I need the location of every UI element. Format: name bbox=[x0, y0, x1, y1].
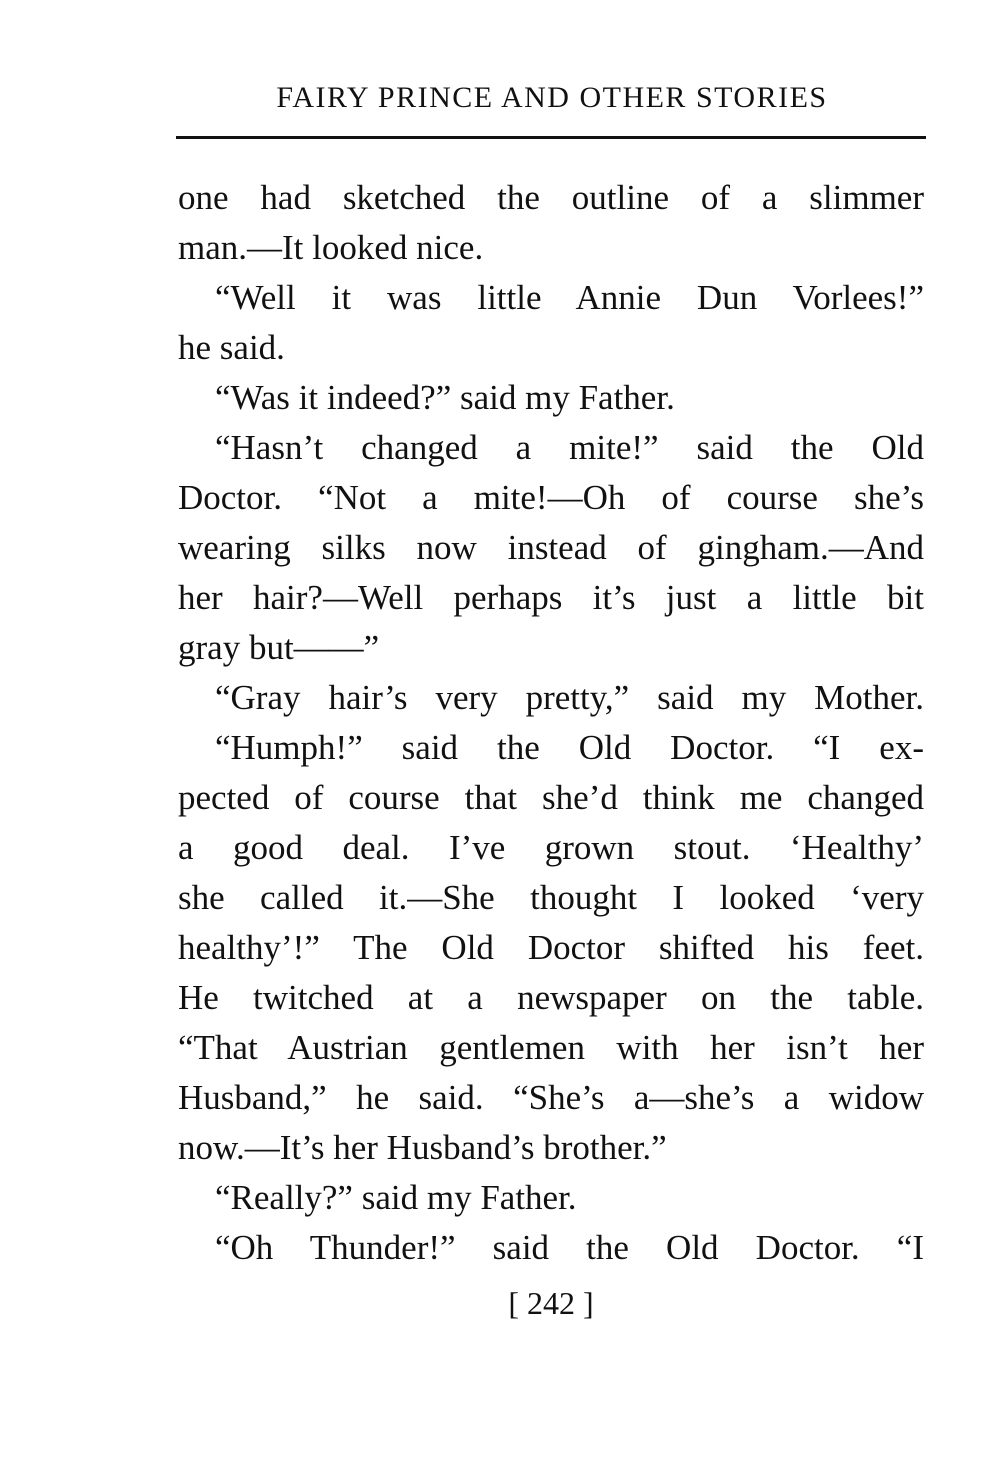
text-line: one had sketched the outline of a slimmer bbox=[178, 178, 924, 217]
running-head: FAIRY PRINCE AND OTHER STORIES bbox=[276, 81, 828, 114]
text-line: she called it.—She thought I looked ‘very bbox=[178, 878, 924, 917]
text-line: he said. bbox=[178, 328, 285, 367]
text-line: now.—It’s her Husband’s brother.” bbox=[178, 1128, 667, 1167]
text-line: “Well it was little Annie Dun Vorlees!” bbox=[215, 278, 924, 317]
header-rule bbox=[176, 136, 926, 139]
text-line: pected of course that she’d think me changed bbox=[178, 778, 924, 817]
text-line: a good deal. I’ve grown stout. ‘Healthy’ bbox=[178, 828, 924, 867]
text-line: “That Austrian gentlemen with her isn’t her bbox=[178, 1028, 924, 1067]
text-line: man.—It looked nice. bbox=[178, 228, 484, 267]
text-line: “Gray hair’s very pretty,” said my Mother. bbox=[215, 678, 924, 717]
text-line: “Humph!” said the Old Doctor. “I ex- bbox=[215, 728, 924, 767]
text-line: Husband,” he said. “She’s a—she’s a widow bbox=[178, 1078, 924, 1117]
page-number: [ 242 ] bbox=[508, 1285, 594, 1321]
body-text bbox=[178, 173, 924, 1273]
text-line: “Was it indeed?” said my Father. bbox=[215, 378, 675, 417]
text-line: her hair?—Well perhaps it’s just a little bit bbox=[178, 578, 924, 617]
text-line: “Oh Thunder!” said the Old Doctor. “I bbox=[215, 1228, 924, 1267]
text-line: Doctor. “Not a mite!—Oh of course she’s bbox=[178, 478, 924, 517]
text-line: wearing silks now instead of gingham.—And bbox=[178, 528, 924, 567]
text-line: He twitched at a newspaper on the table. bbox=[178, 978, 924, 1017]
text-line: “Hasn’t changed a mite!” said the Old bbox=[215, 428, 924, 467]
text-line: healthy’!” The Old Doctor shifted his feet. bbox=[178, 928, 924, 967]
text-line: “Really?” said my Father. bbox=[215, 1178, 577, 1217]
text-line: gray but——” bbox=[178, 628, 380, 667]
